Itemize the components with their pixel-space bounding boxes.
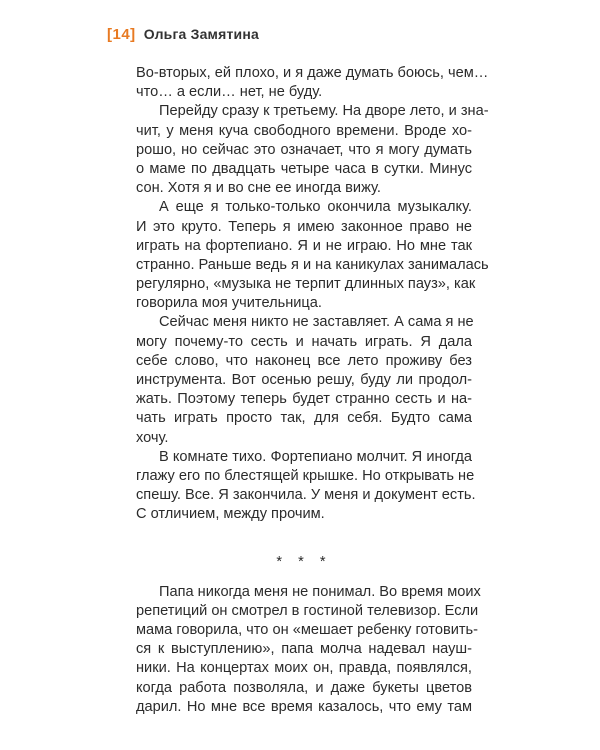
page-number: [14]	[107, 26, 136, 43]
text-line: когда работа позволяла, и даже букеты цветов	[136, 679, 472, 696]
text-line: странно. Раньше ведь я и на каникулах занималась	[136, 256, 489, 273]
section-separator: * * *	[276, 553, 332, 570]
text-line: играть на фортепиано. Я и не играю. Но мне так	[136, 237, 472, 254]
text-line: чать играть просто так, для себя. Будто сама	[136, 410, 472, 427]
text-line: регулярно, «музыка не терпит длинных пауз», как	[136, 276, 476, 293]
text-line: о маме по двадцать четыре часа в сутки. Минус	[136, 160, 472, 177]
text-line: А еще я только-только окончила музыкалку.	[159, 199, 472, 216]
running-header	[107, 26, 259, 43]
text-line: Папа никогда меня не понимал. Во время моих	[159, 583, 481, 600]
text-line: Перейду сразу к третьему. На дворе лето, и зна-	[159, 103, 489, 120]
text-line: рошо, но сейчас это означает, что я могу думать	[136, 141, 472, 158]
author-name: Ольга Замятина	[143, 26, 259, 42]
text-line: говорила моя учительница.	[136, 295, 322, 312]
text-line: себе слово, что наконец все лето проживу без	[136, 352, 472, 369]
text-line: чит, у меня куча свободного времени. Вроде хо-	[136, 122, 472, 139]
text-line: что… а если… нет, не буду.	[136, 84, 323, 101]
text-line: сон. Хотя я и во сне ее иногда вижу.	[136, 180, 381, 197]
text-line: спешу. Все. Я закончила. У меня и документ есть.	[136, 487, 476, 504]
text-line: репетиций он смотрел в гостиной телевизор. Если	[136, 602, 479, 619]
text-line: Во-вторых, ей плохо, и я даже думать боюсь, чем…	[136, 65, 489, 81]
text-line: И это круто. Теперь я имею законное право не	[136, 218, 472, 235]
text-line: Сейчас меня никто не заставляет. А сама я не	[159, 314, 474, 331]
text-line: жать. Поэтому теперь будет странно сесть и на-	[136, 391, 472, 408]
text-section-2	[136, 583, 481, 717]
text-line: могу почему-то сесть и начать играть. Я дала	[136, 333, 472, 350]
body-text	[136, 64, 489, 717]
text-section-1	[136, 64, 489, 525]
text-line: хочу.	[136, 429, 169, 446]
text-line: ники. На концертах моих он, правда, появлялся,	[136, 660, 472, 677]
text-line: дарил. Но мне все время казалось, что ему там	[136, 698, 472, 715]
text-line: глажу его по блестящей крышке. Но открывать не	[136, 467, 475, 484]
text-line: мама говорила, что он «мешает ребенку готовить-	[136, 622, 478, 639]
text-line: С отличием, между прочим.	[136, 506, 325, 523]
text-line: В комнате тихо. Фортепиано молчит. Я иногда	[159, 448, 472, 465]
text-line: инструмента. Вот осенью решу, буду ли продол-	[136, 372, 472, 388]
text-line: ся к выступлению», папа молча надевал науш-	[136, 641, 472, 658]
